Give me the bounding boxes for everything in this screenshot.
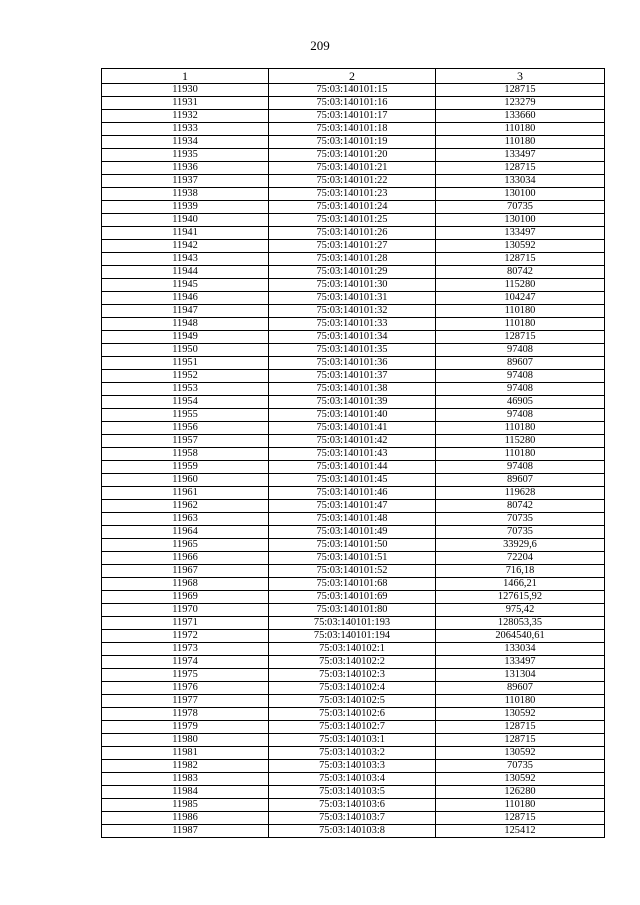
cell-value: 70735 xyxy=(436,760,605,773)
cell-cadastral-id: 75:03:140101:15 xyxy=(269,84,436,97)
cell-number: 11937 xyxy=(102,175,269,188)
cell-number: 11956 xyxy=(102,422,269,435)
table-row xyxy=(102,526,605,539)
cell-value: 119628 xyxy=(436,487,605,500)
cell-value: 110180 xyxy=(436,448,605,461)
table-row xyxy=(102,539,605,552)
cell-cadastral-id: 75:03:140101:16 xyxy=(269,97,436,110)
column-header-1: 1 xyxy=(102,69,269,84)
cell-value: 46905 xyxy=(436,396,605,409)
table-row xyxy=(102,773,605,786)
cell-cadastral-id: 75:03:140103:7 xyxy=(269,812,436,825)
cell-cadastral-id: 75:03:140103:4 xyxy=(269,773,436,786)
table-row xyxy=(102,305,605,318)
cell-cadastral-id: 75:03:140101:39 xyxy=(269,396,436,409)
cell-number: 11942 xyxy=(102,240,269,253)
cell-value: 975,42 xyxy=(436,604,605,617)
cell-value: 33929,6 xyxy=(436,539,605,552)
table-row xyxy=(102,734,605,747)
cell-cadastral-id: 75:03:140102:2 xyxy=(269,656,436,669)
cell-cadastral-id: 75:03:140101:34 xyxy=(269,331,436,344)
cell-cadastral-id: 75:03:140101:25 xyxy=(269,214,436,227)
cell-value: 110180 xyxy=(436,799,605,812)
table-row xyxy=(102,812,605,825)
cell-number: 11976 xyxy=(102,682,269,695)
cell-value: 89607 xyxy=(436,357,605,370)
table-row xyxy=(102,695,605,708)
cell-number: 11970 xyxy=(102,604,269,617)
table-row xyxy=(102,682,605,695)
cell-number: 11957 xyxy=(102,435,269,448)
cell-value: 110180 xyxy=(436,123,605,136)
cell-cadastral-id: 75:03:140101:30 xyxy=(269,279,436,292)
table-row xyxy=(102,110,605,123)
column-header-2: 2 xyxy=(269,69,436,84)
cell-value: 125412 xyxy=(436,825,605,838)
cell-value: 127615,92 xyxy=(436,591,605,604)
cell-value: 97408 xyxy=(436,370,605,383)
table-row xyxy=(102,461,605,474)
cell-number: 11932 xyxy=(102,110,269,123)
table-row xyxy=(102,292,605,305)
cell-cadastral-id: 75:03:140101:48 xyxy=(269,513,436,526)
cell-number: 11944 xyxy=(102,266,269,279)
cell-cadastral-id: 75:03:140101:18 xyxy=(269,123,436,136)
cell-number: 11933 xyxy=(102,123,269,136)
cell-number: 11964 xyxy=(102,526,269,539)
cell-value: 130592 xyxy=(436,773,605,786)
cell-cadastral-id: 75:03:140101:36 xyxy=(269,357,436,370)
page-number: 209 xyxy=(310,38,330,53)
cell-value: 89607 xyxy=(436,682,605,695)
table-row xyxy=(102,266,605,279)
cell-value: 133034 xyxy=(436,175,605,188)
table-body xyxy=(102,84,605,838)
table-row xyxy=(102,448,605,461)
table-row xyxy=(102,578,605,591)
cell-number: 11977 xyxy=(102,695,269,708)
cell-number: 11966 xyxy=(102,552,269,565)
cell-number: 11965 xyxy=(102,539,269,552)
cell-cadastral-id: 75:03:140101:50 xyxy=(269,539,436,552)
table-row xyxy=(102,500,605,513)
cell-number: 11934 xyxy=(102,136,269,149)
table-row xyxy=(102,279,605,292)
cell-value: 80742 xyxy=(436,266,605,279)
cell-value: 115280 xyxy=(436,435,605,448)
cell-cadastral-id: 75:03:140103:5 xyxy=(269,786,436,799)
cell-number: 11985 xyxy=(102,799,269,812)
cell-cadastral-id: 75:03:140101:23 xyxy=(269,188,436,201)
cell-value: 80742 xyxy=(436,500,605,513)
table-row xyxy=(102,175,605,188)
table-row xyxy=(102,435,605,448)
table-row xyxy=(102,84,605,97)
cell-value: 128715 xyxy=(436,721,605,734)
cell-number: 11981 xyxy=(102,747,269,760)
cell-number: 11954 xyxy=(102,396,269,409)
cell-cadastral-id: 75:03:140101:38 xyxy=(269,383,436,396)
cell-number: 11943 xyxy=(102,253,269,266)
table-row xyxy=(102,721,605,734)
cell-value: 110180 xyxy=(436,318,605,331)
cell-number: 11946 xyxy=(102,292,269,305)
cell-cadastral-id: 75:03:140101:80 xyxy=(269,604,436,617)
cell-cadastral-id: 75:03:140101:22 xyxy=(269,175,436,188)
cell-number: 11950 xyxy=(102,344,269,357)
cell-value: 123279 xyxy=(436,97,605,110)
cell-cadastral-id: 75:03:140103:2 xyxy=(269,747,436,760)
cell-cadastral-id: 75:03:140101:33 xyxy=(269,318,436,331)
table-row xyxy=(102,760,605,773)
cell-value: 2064540,61 xyxy=(436,630,605,643)
cell-number: 11978 xyxy=(102,708,269,721)
table-row xyxy=(102,656,605,669)
cell-value: 97408 xyxy=(436,409,605,422)
cell-number: 11967 xyxy=(102,565,269,578)
cell-value: 110180 xyxy=(436,305,605,318)
cell-value: 110180 xyxy=(436,695,605,708)
cell-cadastral-id: 75:03:140101:42 xyxy=(269,435,436,448)
cell-cadastral-id: 75:03:140102:5 xyxy=(269,695,436,708)
cell-cadastral-id: 75:03:140101:46 xyxy=(269,487,436,500)
cell-number: 11958 xyxy=(102,448,269,461)
table-row xyxy=(102,708,605,721)
cell-cadastral-id: 75:03:140101:51 xyxy=(269,552,436,565)
table-header xyxy=(102,69,605,84)
cell-number: 11930 xyxy=(102,84,269,97)
cell-number: 11935 xyxy=(102,149,269,162)
cell-cadastral-id: 75:03:140103:1 xyxy=(269,734,436,747)
cell-value: 130592 xyxy=(436,240,605,253)
table-row xyxy=(102,188,605,201)
cell-value: 89607 xyxy=(436,474,605,487)
cell-number: 11962 xyxy=(102,500,269,513)
cell-cadastral-id: 75:03:140101:194 xyxy=(269,630,436,643)
cell-value: 72204 xyxy=(436,552,605,565)
cell-value: 115280 xyxy=(436,279,605,292)
cell-cadastral-id: 75:03:140101:29 xyxy=(269,266,436,279)
cell-cadastral-id: 75:03:140101:52 xyxy=(269,565,436,578)
cell-value: 128715 xyxy=(436,84,605,97)
cell-cadastral-id: 75:03:140101:43 xyxy=(269,448,436,461)
cell-number: 11975 xyxy=(102,669,269,682)
cell-cadastral-id: 75:03:140101:19 xyxy=(269,136,436,149)
cell-cadastral-id: 75:03:140101:41 xyxy=(269,422,436,435)
cell-value: 70735 xyxy=(436,526,605,539)
table-row xyxy=(102,409,605,422)
cell-cadastral-id: 75:03:140102:3 xyxy=(269,669,436,682)
cell-number: 11945 xyxy=(102,279,269,292)
cell-number: 11961 xyxy=(102,487,269,500)
cell-cadastral-id: 75:03:140101:193 xyxy=(269,617,436,630)
cell-cadastral-id: 75:03:140101:35 xyxy=(269,344,436,357)
cell-number: 11955 xyxy=(102,409,269,422)
cell-cadastral-id: 75:03:140101:24 xyxy=(269,201,436,214)
cell-number: 11986 xyxy=(102,812,269,825)
cell-number: 11980 xyxy=(102,734,269,747)
table-row xyxy=(102,253,605,266)
table-row xyxy=(102,214,605,227)
cell-value: 128715 xyxy=(436,734,605,747)
cell-cadastral-id: 75:03:140101:37 xyxy=(269,370,436,383)
cell-value: 133497 xyxy=(436,149,605,162)
cell-cadastral-id: 75:03:140101:47 xyxy=(269,500,436,513)
header-row xyxy=(102,69,605,84)
table-row xyxy=(102,825,605,838)
cell-number: 11953 xyxy=(102,383,269,396)
data-table xyxy=(101,68,605,838)
table-row xyxy=(102,149,605,162)
cell-number: 11941 xyxy=(102,227,269,240)
cell-number: 11948 xyxy=(102,318,269,331)
cell-number: 11982 xyxy=(102,760,269,773)
cell-cadastral-id: 75:03:140101:44 xyxy=(269,461,436,474)
cell-value: 128715 xyxy=(436,162,605,175)
cell-value: 128715 xyxy=(436,253,605,266)
cell-cadastral-id: 75:03:140101:32 xyxy=(269,305,436,318)
cell-value: 716,18 xyxy=(436,565,605,578)
cell-cadastral-id: 75:03:140101:20 xyxy=(269,149,436,162)
cell-value: 133497 xyxy=(436,227,605,240)
cell-value: 128715 xyxy=(436,812,605,825)
cell-number: 11952 xyxy=(102,370,269,383)
cell-cadastral-id: 75:03:140103:6 xyxy=(269,799,436,812)
table-row xyxy=(102,422,605,435)
cell-cadastral-id: 75:03:140102:1 xyxy=(269,643,436,656)
table-row xyxy=(102,474,605,487)
cell-number: 11936 xyxy=(102,162,269,175)
cell-value: 131304 xyxy=(436,669,605,682)
table-row xyxy=(102,396,605,409)
table-row xyxy=(102,669,605,682)
cell-number: 11987 xyxy=(102,825,269,838)
cell-cadastral-id: 75:03:140103:8 xyxy=(269,825,436,838)
cell-number: 11974 xyxy=(102,656,269,669)
cell-number: 11951 xyxy=(102,357,269,370)
cell-number: 11960 xyxy=(102,474,269,487)
cell-cadastral-id: 75:03:140101:68 xyxy=(269,578,436,591)
cell-value: 133497 xyxy=(436,656,605,669)
table-row xyxy=(102,799,605,812)
cell-cadastral-id: 75:03:140101:40 xyxy=(269,409,436,422)
cell-number: 11979 xyxy=(102,721,269,734)
table-row xyxy=(102,604,605,617)
table-row xyxy=(102,643,605,656)
cell-value: 97408 xyxy=(436,461,605,474)
cell-value: 133034 xyxy=(436,643,605,656)
cell-number: 11972 xyxy=(102,630,269,643)
cell-cadastral-id: 75:03:140101:69 xyxy=(269,591,436,604)
cell-value: 97408 xyxy=(436,383,605,396)
table-row xyxy=(102,123,605,136)
cell-value: 130100 xyxy=(436,214,605,227)
cell-value: 97408 xyxy=(436,344,605,357)
cell-cadastral-id: 75:03:140101:45 xyxy=(269,474,436,487)
cell-value: 104247 xyxy=(436,292,605,305)
cell-number: 11940 xyxy=(102,214,269,227)
cell-number: 11963 xyxy=(102,513,269,526)
cell-number: 11959 xyxy=(102,461,269,474)
cell-number: 11984 xyxy=(102,786,269,799)
table-row xyxy=(102,487,605,500)
cell-cadastral-id: 75:03:140101:26 xyxy=(269,227,436,240)
table-row xyxy=(102,357,605,370)
cell-value: 128715 xyxy=(436,331,605,344)
cell-cadastral-id: 75:03:140101:49 xyxy=(269,526,436,539)
table-row xyxy=(102,630,605,643)
cell-number: 11947 xyxy=(102,305,269,318)
cell-value: 70735 xyxy=(436,513,605,526)
cell-number: 11973 xyxy=(102,643,269,656)
cell-number: 11949 xyxy=(102,331,269,344)
cell-cadastral-id: 75:03:140101:21 xyxy=(269,162,436,175)
table-row xyxy=(102,331,605,344)
table-row xyxy=(102,370,605,383)
cell-number: 11983 xyxy=(102,773,269,786)
cell-cadastral-id: 75:03:140101:28 xyxy=(269,253,436,266)
cell-cadastral-id: 75:03:140101:17 xyxy=(269,110,436,123)
cell-value: 70735 xyxy=(436,201,605,214)
cell-cadastral-id: 75:03:140102:7 xyxy=(269,721,436,734)
table-row xyxy=(102,617,605,630)
table-row xyxy=(102,513,605,526)
table-row xyxy=(102,201,605,214)
cell-number: 11931 xyxy=(102,97,269,110)
cell-value: 133660 xyxy=(436,110,605,123)
cell-number: 11938 xyxy=(102,188,269,201)
cell-value: 126280 xyxy=(436,786,605,799)
cell-cadastral-id: 75:03:140102:4 xyxy=(269,682,436,695)
cell-cadastral-id: 75:03:140101:31 xyxy=(269,292,436,305)
cell-value: 110180 xyxy=(436,136,605,149)
cell-value: 130100 xyxy=(436,188,605,201)
table-row xyxy=(102,162,605,175)
cell-number: 11971 xyxy=(102,617,269,630)
cell-value: 130592 xyxy=(436,708,605,721)
table-row xyxy=(102,383,605,396)
cell-number: 11939 xyxy=(102,201,269,214)
table-row xyxy=(102,747,605,760)
cell-number: 11968 xyxy=(102,578,269,591)
table-row xyxy=(102,591,605,604)
cell-value: 128053,35 xyxy=(436,617,605,630)
cell-cadastral-id: 75:03:140103:3 xyxy=(269,760,436,773)
cell-cadastral-id: 75:03:140101:27 xyxy=(269,240,436,253)
table-row xyxy=(102,318,605,331)
table-row xyxy=(102,240,605,253)
cell-value: 1466,21 xyxy=(436,578,605,591)
table-row xyxy=(102,136,605,149)
table-row xyxy=(102,344,605,357)
table-row xyxy=(102,565,605,578)
cell-cadastral-id: 75:03:140102:6 xyxy=(269,708,436,721)
column-header-3: 3 xyxy=(436,69,605,84)
cell-value: 110180 xyxy=(436,422,605,435)
cell-value: 130592 xyxy=(436,747,605,760)
table-row xyxy=(102,97,605,110)
cell-number: 11969 xyxy=(102,591,269,604)
table-row xyxy=(102,227,605,240)
table-row xyxy=(102,786,605,799)
table-row xyxy=(102,552,605,565)
